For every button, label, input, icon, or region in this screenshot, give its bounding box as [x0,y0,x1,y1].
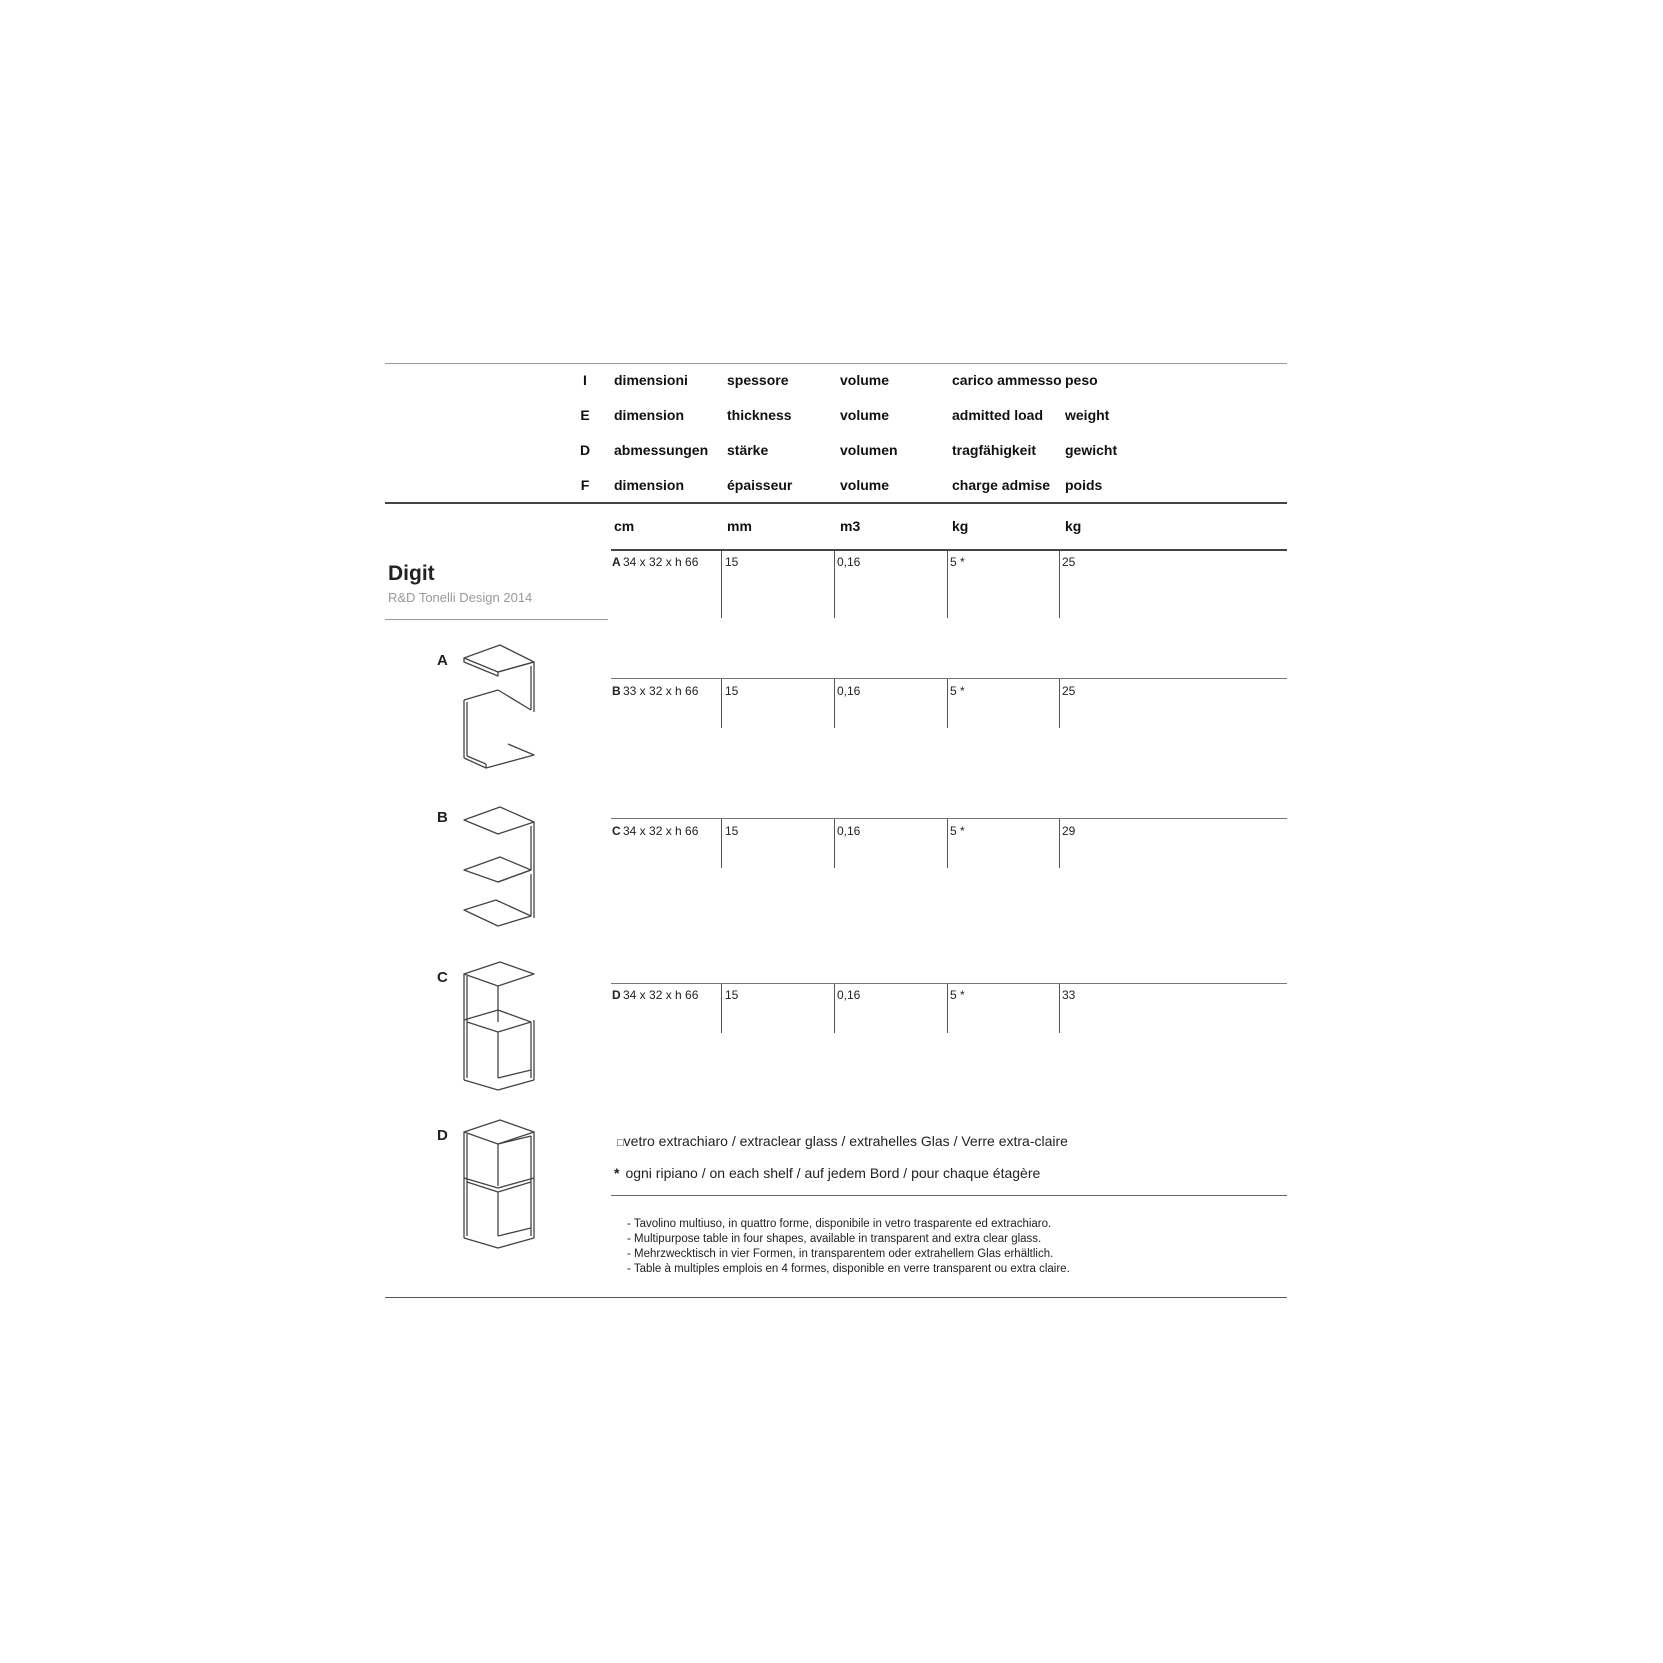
column-divider [1059,679,1060,728]
column-divider [834,551,835,618]
header-label: volume [840,407,890,423]
lang-code-f: F [580,477,590,493]
row-separator [611,983,1287,984]
header-label: carico ammesso [952,372,1062,388]
header-label: charge admise [952,477,1051,493]
shape-d-drawing [458,1118,538,1248]
unit-load: kg [952,518,969,534]
row-volume: 0,16 [837,824,861,838]
shape-label-a: A [437,652,448,669]
row-dimensions: 34 x 32 x h 66 [623,824,699,838]
column-divider [834,819,835,868]
glass-symbol-icon: □ [617,1137,624,1149]
row-volume: 0,16 [837,684,861,698]
shape-label-b: B [437,809,448,826]
column-divider [947,551,948,618]
row-thickness: 15 [725,988,739,1002]
shape-label-c: C [437,969,448,986]
header-label: dimension [614,477,685,493]
legend-shelf-text: ogni ripiano / on each shelf / auf jedem Bord / pour chaque étagère [625,1165,1041,1181]
lang-code-e: E [580,407,590,423]
note-line-it: - Tavolino multiuso, in quattro forme, disponibile in vetro trasparente ed extrachiaro. [627,1218,1052,1230]
legend-glass-text: vetro extrachiaro / extraclear glass / extrahelles Glas / Verre extra-claire [623,1133,1068,1149]
top-rule [385,363,1287,364]
asterisk-icon: * [614,1165,620,1181]
row-letter: C [612,824,621,838]
header-label: dimension [614,407,685,423]
header-label: volume [840,372,890,388]
header-label: poids [1065,477,1103,493]
units-rule [611,549,1287,551]
column-divider [1059,551,1060,618]
note-line-fr: - Table à multiples emplois en 4 formes, disponible en verre transparent ou extra claire. [627,1263,1070,1275]
row-weight: 29 [1062,824,1076,838]
row-weight: 25 [1062,684,1076,698]
row-volume: 0,16 [837,988,861,1002]
description-notes [627,1217,1070,1277]
bottom-rule [385,1297,1287,1298]
column-divider [1059,984,1060,1033]
column-divider [834,679,835,728]
legend-glass [617,1133,1068,1149]
note-line-de: - Mehrzwecktisch in vier Formen, in transparentem oder extrahellem Glas erhältlich. [627,1248,1054,1260]
column-divider [947,984,948,1033]
shape-label-d: D [437,1127,448,1144]
header-label: weight [1065,407,1110,423]
row-weight: 25 [1062,555,1076,569]
row-thickness: 15 [725,684,739,698]
row-separator [611,818,1287,819]
row-volume: 0,16 [837,555,861,569]
unit-volume: m3 [840,518,861,534]
row-letter: D [612,988,621,1002]
row-letter: A [612,555,621,569]
row-thickness: 15 [725,555,739,569]
header-label: dimensioni [614,372,688,388]
product-designer: R&D Tonelli Design 2014 [388,590,533,605]
header-rule [385,502,1287,504]
row-load: 5 * [950,824,965,838]
column-divider [834,984,835,1033]
header-label: tragfähigkeit [952,442,1037,458]
header-label: peso [1065,372,1098,388]
header-label: volume [840,477,890,493]
lang-code-i: I [583,372,587,388]
column-divider [721,819,722,868]
product-name: Digit [388,562,435,585]
row-dimensions: 34 x 32 x h 66 [623,555,699,569]
unit-weight: kg [1065,518,1082,534]
header-label: admitted load [952,407,1044,423]
lang-code-d: D [579,442,591,458]
row-weight: 33 [1062,988,1076,1002]
title-rule [385,619,608,620]
header-label: thickness [727,407,792,423]
row-load: 5 * [950,988,965,1002]
header-label: volumen [840,442,898,458]
row-letter: B [612,684,621,698]
note-line-en: - Multipurpose table in four shapes, available in transparent and extra clear glass. [627,1233,1042,1245]
column-divider [947,679,948,728]
shape-b-drawing [458,800,538,930]
column-divider [721,679,722,728]
unit-dimensions: cm [614,518,635,534]
column-divider [721,551,722,618]
shape-a-drawing [458,640,538,772]
row-dimensions: 34 x 32 x h 66 [623,988,699,1002]
row-load: 5 * [950,684,965,698]
unit-thickness: mm [727,518,752,534]
row-dimensions: 33 x 32 x h 66 [623,684,699,698]
header-label: abmessungen [614,442,709,458]
header-label: épaisseur [727,477,793,493]
legend-rule [611,1195,1287,1196]
legend-shelf [614,1165,1040,1181]
header-label: gewicht [1065,442,1118,458]
header-label: stärke [727,442,769,458]
row-load: 5 * [950,555,965,569]
column-divider [721,984,722,1033]
column-divider [947,819,948,868]
header-label: spessore [727,372,789,388]
column-divider [1059,819,1060,868]
row-thickness: 15 [725,824,739,838]
row-separator [611,678,1287,679]
shape-c-drawing [458,960,538,1090]
